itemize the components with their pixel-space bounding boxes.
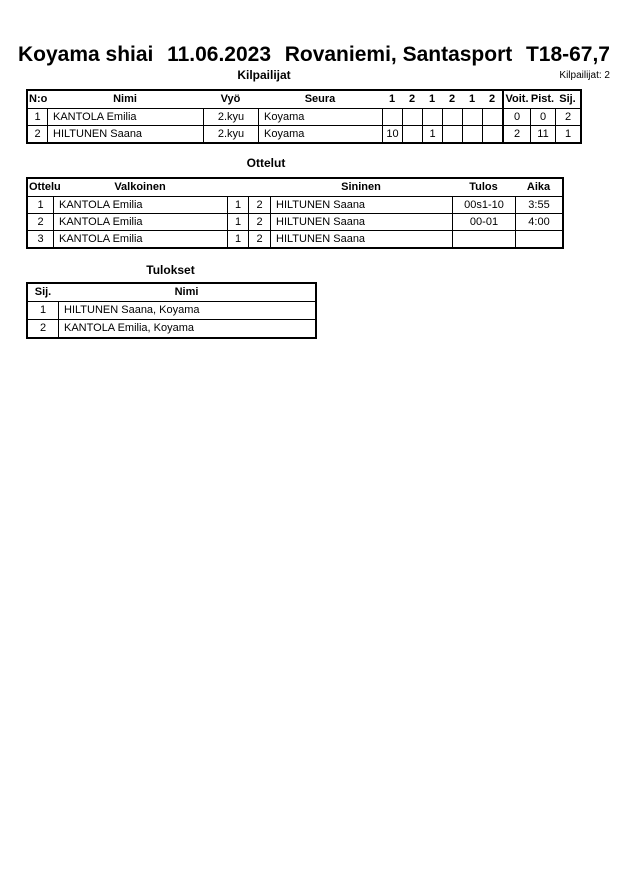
score-cell [442,125,462,142]
score-cell [462,108,482,125]
title-event: Koyama shiai [18,43,154,66]
competitors-count: Kilpailijat: 2 [559,70,610,81]
title-category: T18-67,7 [525,43,610,66]
col-header-blue: Sininen [341,181,381,193]
competitors-section-title: Kilpailijat [237,68,291,82]
match-white-name: KANTOLA Emilia [53,196,227,213]
results-section-title: Tulokset [146,263,195,277]
results-table [26,282,317,339]
competitor-points: 11 [530,125,555,142]
competitor-name: KANTOLA Emilia [47,108,203,125]
col-header-wins: Voit. [502,91,530,108]
match-blue-no: 2 [248,196,270,213]
col-header-score-3: 1 [428,93,436,105]
score-cell [422,108,442,125]
col-header-time: Aika [526,181,551,193]
title-date: 11.06.2023 [167,43,272,66]
match-no: 1 [28,196,53,213]
score-cell [442,108,462,125]
col-header-name: Nimi [174,286,199,298]
col-header-match: Ottelu [29,181,61,193]
match-white-no: 1 [227,230,248,247]
competitor-name: HILTUNEN Saana [47,125,203,142]
competitor-club: Koyama [258,125,382,142]
col-header-white: Valkoinen [114,181,166,193]
score-cell [462,125,482,142]
match-blue-name: HILTUNEN Saana [270,230,452,247]
match-result: 00s1-10 [452,196,515,213]
score-cell [382,108,402,125]
result-name: KANTOLA Emilia, Koyama [58,319,315,337]
match-blue-name: HILTUNEN Saana [270,196,452,213]
match-blue-name: HILTUNEN Saana [270,213,452,230]
match-result [452,230,515,247]
score-cell [482,125,502,142]
competitor-belt: 2.kyu [203,108,258,125]
col-header-score-2: 2 [408,93,416,105]
col-header-score-1: 1 [388,93,396,105]
competitor-wins: 2 [502,125,530,142]
col-header-belt: Vyö [220,93,241,105]
col-header-club: Seura [304,93,336,105]
title-location: Rovaniemi, Santasport [284,43,513,66]
result-place: 2 [28,319,58,337]
result-place: 1 [28,301,58,319]
match-white-no: 1 [227,213,248,230]
col-header-spacer [227,179,248,196]
result-name: HILTUNEN Saana, Koyama [58,301,315,319]
match-white-name: KANTOLA Emilia [53,230,227,247]
match-white-no: 1 [227,196,248,213]
col-header-score-5: 1 [468,93,476,105]
competitor-belt: 2.kyu [203,125,258,142]
score-cell: 1 [422,125,442,142]
match-white-name: KANTOLA Emilia [53,213,227,230]
col-header-score-4: 2 [448,93,456,105]
competitor-no: 2 [28,125,47,142]
competitor-wins: 0 [502,108,530,125]
score-cell [402,125,422,142]
score-cell [482,108,502,125]
competitor-club: Koyama [258,108,382,125]
match-time: 3:55 [515,196,562,213]
competitor-place: 1 [555,125,580,142]
col-header-score-6: 2 [488,93,496,105]
match-blue-no: 2 [248,213,270,230]
match-time: 4:00 [515,213,562,230]
col-header-no: N:o [29,93,48,105]
match-time [515,230,562,247]
score-cell [402,108,422,125]
matches-table [26,177,564,249]
col-header-points: Pist. [530,93,555,105]
col-header-result: Tulos [469,181,498,193]
score-cell: 10 [382,125,402,142]
col-header-place: Sij. [34,286,52,298]
competitor-place: 2 [555,108,580,125]
col-header-spacer [248,179,270,196]
page-title [18,43,610,67]
competitors-table [26,89,582,144]
match-result: 00-01 [452,213,515,230]
match-no: 2 [28,213,53,230]
match-blue-no: 2 [248,230,270,247]
col-header-name: Nimi [113,93,137,105]
col-header-place: Sij. [559,93,576,105]
competitor-points: 0 [530,108,555,125]
match-no: 3 [28,230,53,247]
competitor-no: 1 [28,108,47,125]
matches-section-title: Ottelut [246,156,286,170]
